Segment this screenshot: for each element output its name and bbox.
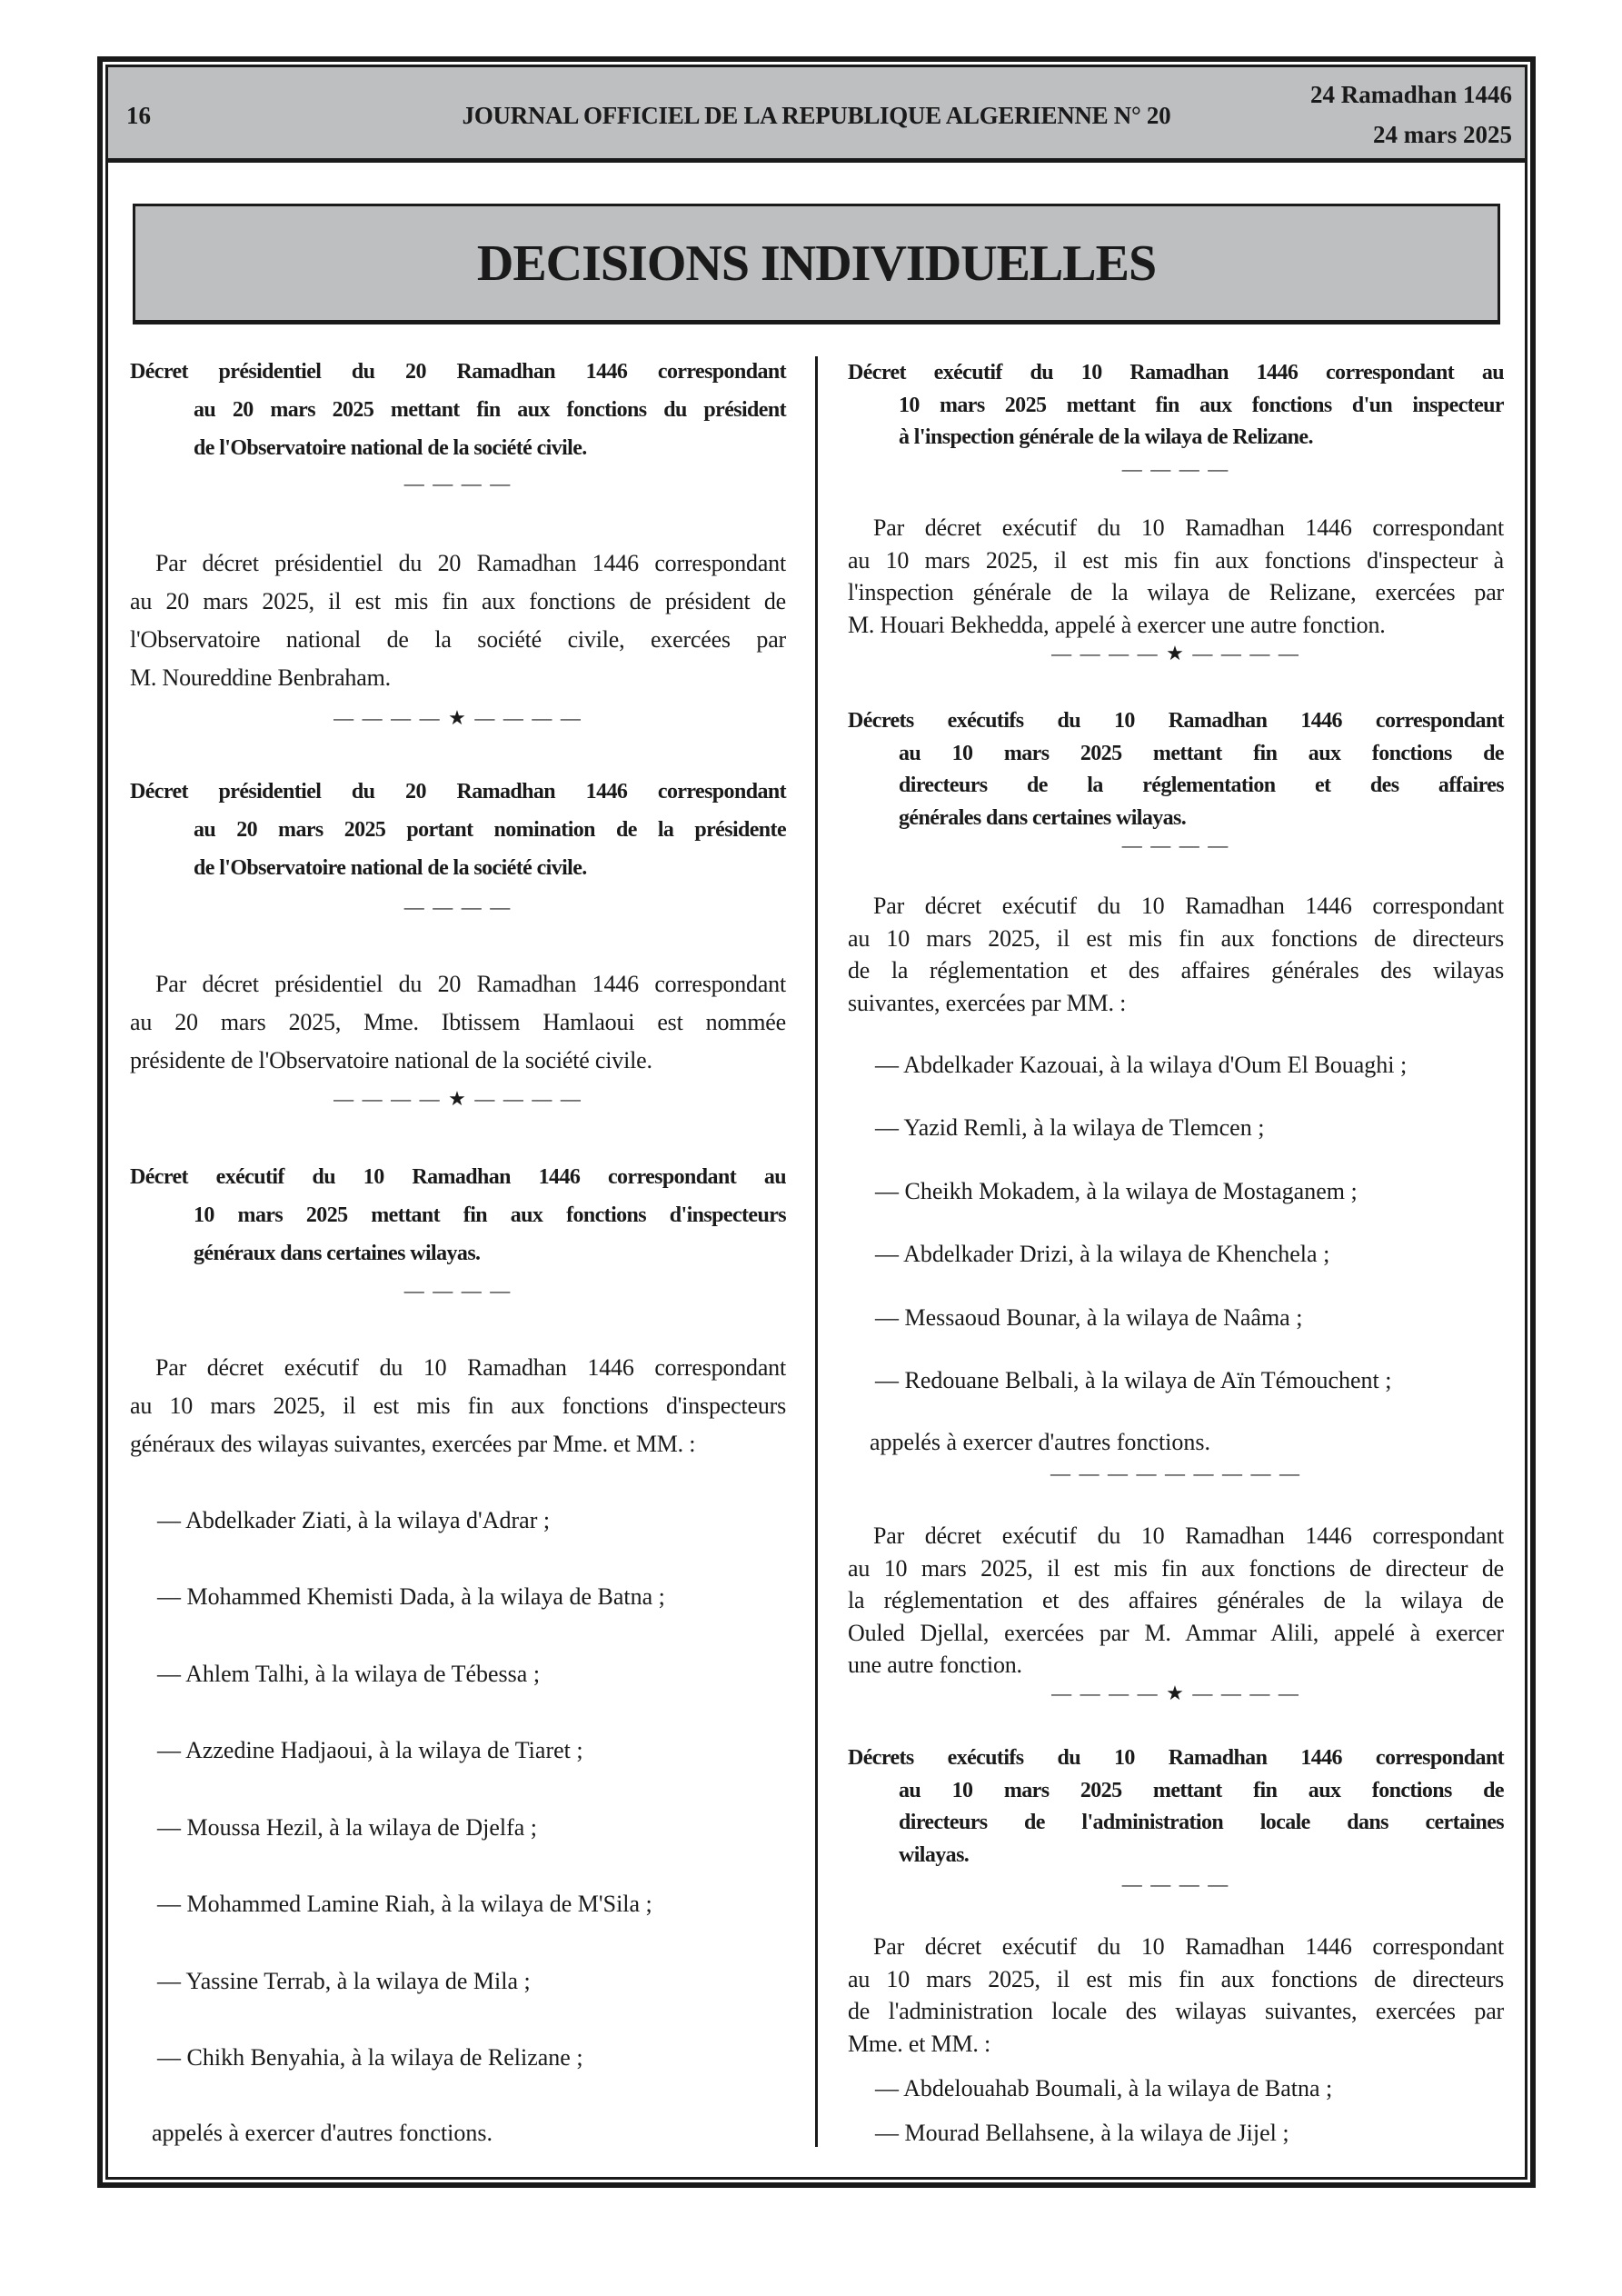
para-line: au 10 mars 2025, il est mis fin aux fonctions de directeurs [848, 1965, 1504, 1992]
para-line: Par décret exécutif du 10 Ramadhan 1446 correspondant [873, 1933, 1504, 1960]
decree-paragraph [848, 1520, 1504, 1682]
list-item: — Mourad Bellahsene, à la wilaya de Jijel ; [875, 2120, 1289, 2146]
list-item: — Abdelkader Ziati, à la wilaya d'Adrar ; [157, 1507, 551, 1533]
list-item: — Yassine Terrab, à la wilaya de Mila ; [157, 1968, 531, 1994]
star-separator: — — — — ★ — — — — [1051, 642, 1300, 664]
heading-line: 10 mars 2025 mettant fin aux fonctions d'inspecteurs [194, 1203, 786, 1227]
para-line: au 10 mars 2025, il est mis fin aux fonctions de directeurs [848, 924, 1504, 952]
list-item: — Mohammed Lamine Riah, à la wilaya de M'Sila ; [157, 1891, 652, 1917]
list-item: — Moussa Hezil, à la wilaya de Djelfa ; [157, 1814, 538, 1841]
para-line: l'Observatoire national de la société civile, exercées par [130, 626, 786, 653]
heading-line: générales dans certaines wilayas. [899, 805, 1187, 830]
list-item: — Cheikh Mokadem, à la wilaya de Mostaganem ; [875, 1178, 1358, 1204]
heading-line: 10 mars 2025 mettant fin aux fonctions d'un inspecteur [899, 393, 1504, 417]
star-separator: — — — — ★ — — — — [333, 706, 582, 729]
date-gregorian: 24 mars 2025 [1373, 121, 1512, 148]
heading-line: au 10 mars 2025 mettant fin aux fonctions de [899, 1778, 1504, 1802]
para-line: l'inspection générale de la wilaya de Relizane, exercées par [848, 579, 1504, 605]
para-line: Mme. et MM. : [848, 2030, 991, 2057]
heading-line: Décret présidentiel du 20 Ramadhan 1446 correspondant [130, 780, 786, 804]
para-line: au 20 mars 2025, Mme. Ibtissem Hamlaoui est nommée [130, 1009, 786, 1035]
para-line: M. Houari Bekhedda, appelé à exercer une autre fonction. [848, 611, 1386, 638]
list-item: — Abdelouahab Boumali, à la wilaya de Batna ; [875, 2075, 1333, 2101]
list-item: — Azzedine Hadjaoui, à la wilaya de Tiaret ; [157, 1737, 583, 1763]
list-item: — Abdelkader Kazouai, à la wilaya d'Oum El Bouaghi ; [875, 1052, 1408, 1078]
list-item: — Redouane Belbali, à la wilaya de Aïn Témouchent ; [875, 1367, 1392, 1393]
decree-paragraph [848, 890, 1504, 1019]
para-line: au 10 mars 2025, il est mis fin aux fonctions d'inspecteurs [130, 1393, 786, 1419]
heading-line: Décrets exécutifs du 10 Ramadhan 1446 correspondant [848, 709, 1504, 733]
issue-date [1310, 75, 1512, 155]
heading-line: au 20 mars 2025 mettant fin aux fonctions du président [194, 398, 786, 422]
para-line: suivantes, exercées par MM. : [848, 989, 1127, 1016]
decree-paragraph [130, 544, 786, 697]
closing-text: appelés à exercer d'autres fonctions. [870, 1429, 1211, 1455]
journal-header [108, 67, 1525, 163]
decree-paragraph [130, 965, 786, 1080]
section-title-box [133, 204, 1500, 324]
para-line: Ouled Djellal, exercées par M. Ammar Alili, appelé à exercer [848, 1619, 1504, 1646]
para-line: Par décret exécutif du 10 Ramadhan 1446 correspondant [873, 514, 1504, 541]
para-line: de l'administration locale des wilayas suivantes, exercées par [848, 1998, 1504, 2024]
heading-line: Décret exécutif du 10 Ramadhan 1446 correspondant au [848, 361, 1504, 384]
decree-heading [848, 1742, 1504, 1872]
date-hijri: 24 Ramadhan 1446 [1309, 81, 1512, 108]
list-item: — Messaoud Bounar, à la wilaya de Naâma ; [875, 1304, 1303, 1331]
decree-heading [848, 357, 1504, 454]
para-line: Par décret exécutif du 10 Ramadhan 1446 correspondant [873, 1522, 1504, 1549]
page-number: 16 [126, 102, 151, 129]
column-divider [815, 356, 818, 2147]
para-line: présidente de l'Observatoire national de la société civile. [130, 1047, 652, 1073]
para-line: Par décret présidentiel du 20 Ramadhan 1446 correspondant [155, 550, 786, 576]
heading-line: directeurs de la réglementation et des affaires [899, 774, 1504, 797]
para-line: Par décret exécutif du 10 Ramadhan 1446 correspondant [155, 1354, 786, 1381]
decree-heading [848, 705, 1504, 834]
heading-line: Décrets exécutifs du 10 Ramadhan 1446 correspondant [848, 1746, 1504, 1770]
para-line: une autre fonction. [848, 1652, 1022, 1678]
list-item: — Yazid Remli, à la wilaya de Tlemcen ; [875, 1114, 1265, 1141]
decree-paragraph [848, 1931, 1504, 2060]
section-separator: — — — — — — — — — [1050, 1462, 1301, 1484]
heading-line: au 10 mars 2025 mettant fin aux fonctions de [899, 741, 1504, 765]
section-separator: — — — — [403, 895, 512, 918]
heading-line: au 20 mars 2025 portant nomination de la présidente [194, 818, 786, 842]
journal-title: JOURNAL OFFICIEL DE LA REPUBLIQUE ALGERIENNE N° 20 [462, 102, 1171, 129]
list-item: — Ahlem Talhi, à la wilaya de Tébessa ; [157, 1661, 541, 1687]
para-line: Par décret présidentiel du 20 Ramadhan 1446 correspondant [155, 971, 786, 997]
list-item: — Abdelkader Drizi, à la wilaya de Khenchela ; [875, 1241, 1330, 1267]
section-separator: — — — — [1121, 1872, 1230, 1895]
decree-paragraph [848, 512, 1504, 641]
section-separator: — — — — [403, 472, 512, 494]
para-line: la réglementation et des affaires générales de la wilaya de [848, 1587, 1504, 1613]
heading-line: Décret présidentiel du 20 Ramadhan 1446 correspondant [130, 360, 786, 384]
star-separator: — — — — ★ — — — — [333, 1087, 582, 1110]
list-item: — Chikh Benyahia, à la wilaya de Relizane ; [157, 2044, 583, 2071]
list-item: — Mohammed Khemisti Dada, à la wilaya de Batna ; [157, 1583, 665, 1610]
para-line: au 10 mars 2025, il est mis fin aux fonctions de directeur de [848, 1554, 1504, 1582]
heading-line: Décret exécutif du 10 Ramadhan 1446 correspondant au [130, 1165, 786, 1189]
decree-heading [130, 1158, 786, 1273]
section-separator: — — — — [403, 1279, 512, 1302]
decree-heading [130, 773, 786, 887]
heading-line: de l'Observatoire national de la société civile. [194, 436, 587, 460]
star-separator: — — — — ★ — — — — [1051, 1682, 1300, 1704]
section-title: DECISIONS INDIVIDUELLES [476, 235, 1157, 292]
heading-line: à l'inspection générale de la wilaya de Relizane. [899, 425, 1313, 449]
heading-line: wilayas. [899, 1842, 970, 1867]
decree-paragraph [130, 1349, 786, 1463]
para-line: de la réglementation et des affaires générales des wilayas [848, 957, 1504, 983]
heading-line: de l'Observatoire national de la société civile. [194, 856, 587, 880]
para-line: M. Noureddine Benbraham. [130, 664, 391, 691]
section-separator: — — — — [1121, 457, 1230, 480]
para-line: au 10 mars 2025, il est mis fin aux fonctions d'inspecteur à [848, 546, 1504, 574]
para-line: au 20 mars 2025, il est mis fin aux fonctions de président de [130, 588, 786, 614]
heading-line: directeurs de l'administration locale dans certaines [899, 1811, 1504, 1834]
closing-text: appelés à exercer d'autres fonctions. [152, 2120, 493, 2146]
para-line: généraux des wilayas suivantes, exercées par Mme. et MM. : [130, 1431, 696, 1457]
section-separator: — — — — [1121, 834, 1230, 856]
decree-heading [130, 353, 786, 467]
heading-line: généraux dans certaines wilayas. [194, 1242, 481, 1265]
para-line: Par décret exécutif du 10 Ramadhan 1446 correspondant [873, 893, 1504, 919]
